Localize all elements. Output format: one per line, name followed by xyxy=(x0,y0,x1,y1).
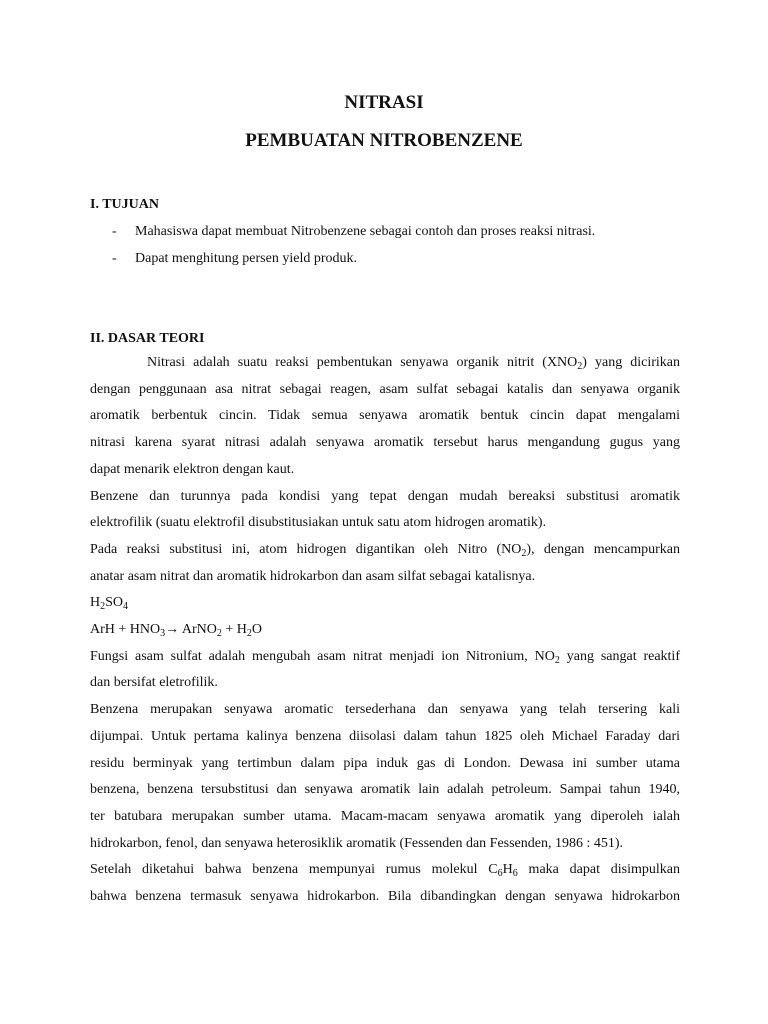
catalyst-formula: $H_2SO_4$ xyxy=(90,595,129,613)
text-line: Setelah diketahui bahwa benzena mempunyai rumus molekul $C_6H_6$ maka dapat disimpulkan xyxy=(90,862,681,880)
text-line: hidrokarbon, fenol, dan senyawa heterosiklik aromatik (Fessenden dan Fessenden, 1986 : 451). xyxy=(90,835,624,851)
bullet-dash: - xyxy=(112,251,117,266)
text-line: bahwa benzena termasuk senyawa hidrokarbon. Bila dibandingkan dengan senyawa hidrokarbon xyxy=(90,889,680,905)
text-line: Benzene dan turunnya pada kondisi yang tepat dengan mudah bereaksi substitusi aromatik xyxy=(90,488,680,504)
text-line: elektrofilik (suatu elektrofil disubstitusiakan untuk satu atom hidrogen aromatik). xyxy=(90,515,547,531)
text-line: nitrasi karena syarat nitrasi adalah senyawa aromatik tersebut harus mengandung gugus yang xyxy=(90,435,680,451)
objective-item-1: Mahasiswa dapat membuat Nitrobenzene sebagai contoh dan proses reaksi nitrasi. xyxy=(135,224,596,239)
paragraph-nitrasi xyxy=(90,350,680,911)
arrow-icon: → xyxy=(165,622,180,638)
objective-item-2: Dapat menghitung persen yield produk. xyxy=(135,251,358,266)
text-line: Nitrasi adalah suatu reaksi pembentukan senyawa organik nitrit $(XNO_2)$ yang dicirikan xyxy=(147,355,680,372)
section-heading-tujuan: I. TUJUAN xyxy=(90,197,159,212)
text-line: dijumpai. Untuk pertama kalinya benzena diisolasi dalam tahun 1825 oleh Michael Faraday dari xyxy=(90,728,680,744)
text-line: ter batubara merupakan sumber utama. Macam-macam senyawa aromatik yang diperoleh ialah xyxy=(90,808,680,824)
document-title: NITRASI xyxy=(344,92,424,113)
text-line: dengan penggunaan asa nitrat sebagai reagen, asam sulfat sebagai katalis dan senyawa organik xyxy=(90,381,680,397)
bullet-dash: - xyxy=(112,224,117,239)
text-line: Benzena merupakan senyawa aromatic tersederhana dan senyawa yang telah tersering kali xyxy=(90,702,680,718)
text-line: anatar asam nitrat dan aromatik hidrokarbon dan asam silfat sebagai katalisnya. xyxy=(90,568,536,584)
text-line: aromatik berbentuk cincin. Tidak semua senyawa aromatik bentuk cincin dapat mengalami xyxy=(90,408,680,424)
text-line: dan bersifat eletrofilik. xyxy=(90,675,218,691)
reaction-equation: ArH + $HNO_3\to$ ArNO$_2$ + $H_2O$ xyxy=(90,622,262,640)
text-line: residu berminyak yang tertimbun dalam pipa induk gas di London. Dewasa ini sumber utama xyxy=(90,755,680,771)
text-line: benzena, benzena tersubstitusi dan senyawa aromatik lain adalah petroleum. Sampai tahun 1940, xyxy=(90,782,680,798)
text-line: Pada reaksi substitusi ini, atom hidrogen digantikan oleh Nitro $(NO_2)$, dengan mencampurkan xyxy=(90,541,681,559)
section-heading-dasar-teori: II. DASAR TEORI xyxy=(90,331,205,346)
text-line: dapat menarik elektron dengan kaut. xyxy=(90,461,295,477)
document-subtitle: PEMBUATAN NITROBENZENE xyxy=(245,130,523,151)
text-line: Fungsi asam sulfat adalah mengubah asam nitrat menjadi ion Nitronium, $NO_2$ yang sangat reaktif xyxy=(90,648,680,666)
